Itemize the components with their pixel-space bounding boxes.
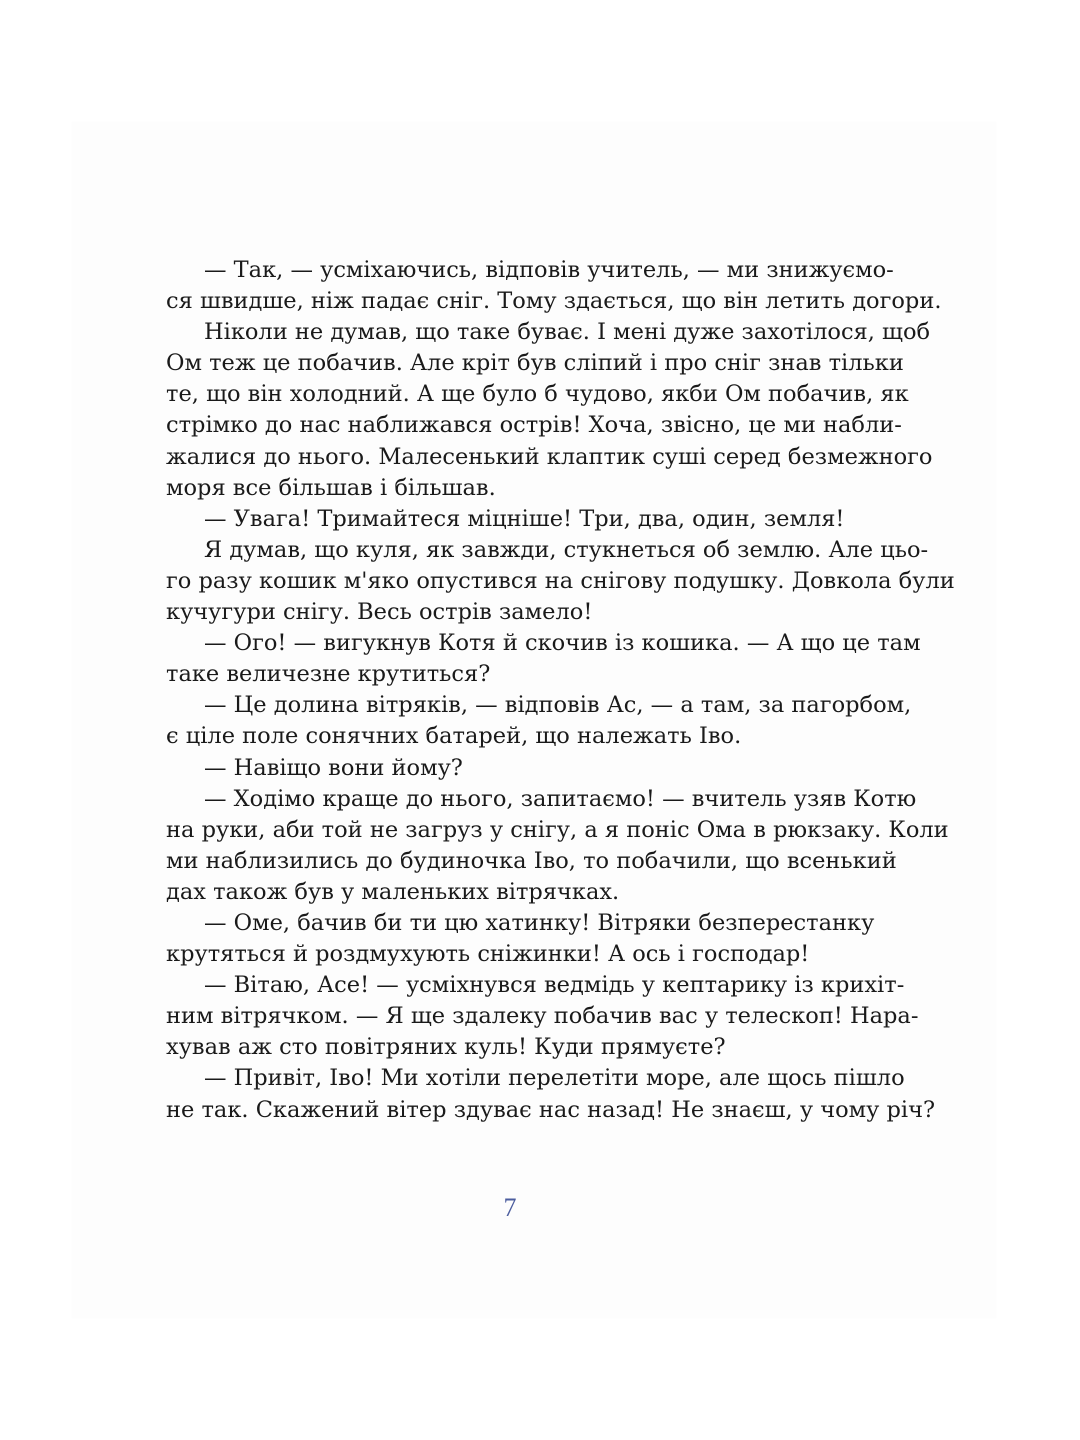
paragraph: [166, 753, 856, 784]
text-line: ся швидше, ніж падає сніг. Тому здається, що він летить догори.: [166, 288, 942, 315]
text-line: кучугури снігу. Весь острів замело!: [166, 599, 593, 626]
text-line: — Оме, бачив би ти цю хатинку! Вітряки безперестанку: [204, 909, 875, 936]
paragraph: [166, 970, 919, 1063]
text-line: — Навіщо вони йому?: [204, 754, 463, 781]
page-number: 7: [503, 1193, 517, 1222]
text-line: ним вітрячком. — Я ще здалеку побачив вас у телескоп! Нара-: [166, 1003, 919, 1030]
text-line: моря все більшав і більшав.: [166, 474, 496, 501]
text-line: ми наблизились до будиночка Іво, то побачили, що всенький: [166, 847, 897, 874]
text-line: — Це долина вітряків, — відповів Ас, — а там, за пагорбом,: [204, 692, 912, 719]
text-line: таке величезне крутиться?: [166, 661, 491, 688]
body-text: [166, 255, 955, 1126]
paragraph: [166, 255, 942, 317]
paragraph: [166, 1063, 936, 1125]
text-line: Ом теж це побачив. Але кріт був сліпий і про сніг знав тільки: [166, 350, 904, 377]
paragraph: [166, 535, 955, 628]
text-line: — Вітаю, Асе! — усміхнувся ведмідь у кептарику із крихіт-: [204, 972, 905, 999]
paragraph: [166, 908, 875, 970]
text-line: крутяться й роздмухують сніжинки! А ось і господар!: [166, 941, 810, 968]
text-line: — Ходімо краще до нього, запитаємо! — вчитель узяв Котю: [204, 785, 917, 812]
text-line: — Так, — усміхаючись, відповів учитель, — ми знижуємо-: [204, 257, 894, 283]
text-line: го разу кошик м'яко опустився на снігову подушку. Довкола були: [166, 567, 955, 594]
paragraph: [166, 690, 912, 752]
text-line: на руки, аби той не загруз у снігу, а я поніс Ома в рюкзаку. Коли: [166, 816, 949, 843]
paragraph: [166, 317, 933, 504]
paragraph: [166, 784, 949, 908]
text-line: Я думав, що куля, як завжди, стукнеться об землю. Але цьо-: [204, 536, 929, 563]
paragraph: [166, 628, 921, 690]
text-line: є ціле поле сонячних батарей, що належать Іво.: [166, 723, 742, 750]
text-line: — Увага! Тримайтеся міцніше! Три, два, один, земля!: [204, 505, 845, 532]
text-line: хував аж сто повітряних куль! Куди прямуєте?: [166, 1034, 726, 1061]
text-line: Ніколи не думав, що таке буває. І мені дуже захотілося, щоб: [204, 319, 931, 346]
text-line: жалися до нього. Малесенький клаптик суші серед безмежного: [166, 443, 933, 470]
text-line: не так. Скажений вітер здуває нас назад! Не знаєш, у чому річ?: [166, 1096, 936, 1123]
text-line: стрімко до нас наближався острів! Хоча, звісно, це ми набли-: [166, 412, 902, 439]
text-line: — Ого! — вигукнув Котя й скочив із кошика. — А що це там: [204, 630, 921, 657]
paragraph: [166, 504, 856, 535]
text-line: те, що він холодний. А ще було б чудово, якби Ом побачив, як: [166, 381, 909, 408]
text-line: — Привіт, Іво! Ми хотіли перелетіти море, але щось пішло: [204, 1065, 905, 1092]
text-line: дах також був у маленьких вітрячках.: [166, 878, 620, 905]
